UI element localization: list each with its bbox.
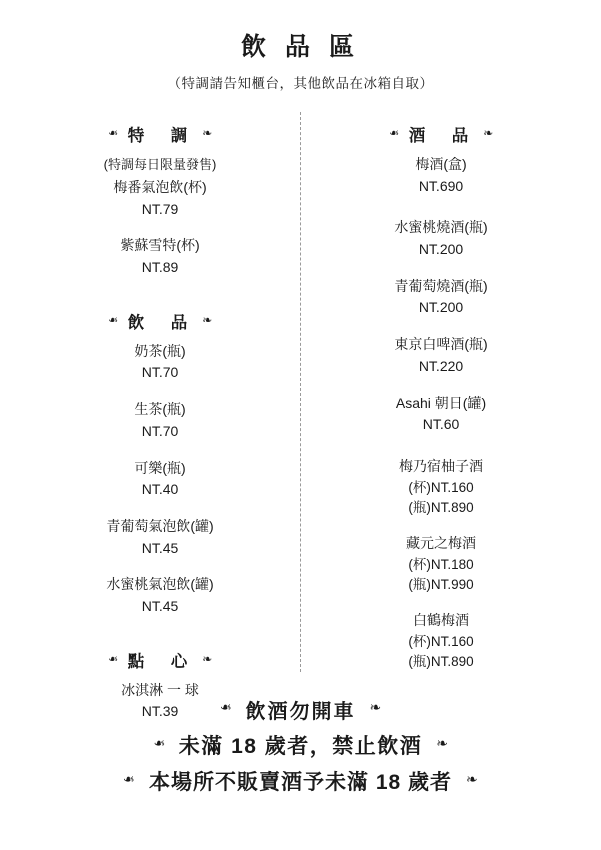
- flourish-icon: ❧: [107, 651, 118, 666]
- list-item: [20, 458, 300, 501]
- item-name: 白鶴梅酒: [413, 612, 469, 629]
- flourish-icon: ❧: [483, 126, 494, 140]
- section-title: 特 調: [127, 127, 193, 145]
- left-column: [20, 112, 300, 720]
- warning-line-2: [0, 730, 601, 760]
- item-name: 冰淇淋 一 球: [121, 681, 199, 698]
- flourish-icon: ❧: [107, 126, 118, 140]
- item-name: 水蜜桃氣泡飲(罐): [106, 576, 214, 593]
- item-name: 東京白啤酒(瓶): [394, 336, 488, 353]
- right-column: [301, 112, 581, 692]
- flourish-icon: ❧: [122, 770, 135, 787]
- item-price: (杯)NT.160: [408, 633, 474, 649]
- list-item: [20, 399, 300, 442]
- flourish-icon: ❧: [202, 126, 213, 140]
- section-title: 點 心: [127, 652, 193, 671]
- item-price: NT.200: [418, 241, 464, 258]
- list-item: [20, 177, 300, 220]
- item-name: Asahi 朝日(罐): [395, 394, 487, 411]
- item-price: NT.220: [418, 357, 464, 374]
- section-title: 酒 品: [408, 127, 474, 145]
- item-price: (杯)NT.180: [408, 556, 474, 572]
- list-item: [301, 334, 581, 377]
- item-name: 奶茶(瓶): [134, 342, 186, 359]
- item-name: 生茶(瓶): [134, 401, 186, 418]
- list-item: [301, 217, 581, 260]
- item-price: NT.40: [141, 481, 179, 498]
- item-price: NT.200: [418, 299, 464, 316]
- flourish-icon: ❧: [388, 126, 399, 140]
- list-item: [20, 235, 300, 278]
- section-header-dessert: [20, 648, 300, 672]
- section-title: 飲 品: [127, 313, 193, 332]
- item-name: 青葡萄氣泡飲(罐): [106, 517, 214, 534]
- flourish-icon: ❧: [466, 770, 479, 787]
- item-name: 梅乃宿柚子酒: [399, 457, 483, 474]
- warning-text: 未滿 18 歲者，禁止飲酒: [178, 735, 423, 758]
- item-price-secondary: (瓶)NT.990: [408, 577, 474, 592]
- item-price: NT.39: [141, 703, 179, 720]
- item-price: NT.45: [141, 539, 179, 556]
- item-name: 紫蘇雪特(杯): [120, 237, 200, 254]
- item-name: 水蜜桃燒酒(瓶): [394, 219, 488, 236]
- item-price: NT.45: [141, 597, 179, 614]
- flourish-icon: ❧: [202, 312, 213, 327]
- section-header-alcohol: [301, 122, 581, 146]
- item-name: 可樂(瓶): [134, 459, 186, 476]
- item-price: NT.70: [141, 422, 179, 439]
- item-price: (杯)NT.160: [408, 479, 474, 495]
- item-price-secondary: (瓶)NT.890: [408, 499, 474, 515]
- list-item: [301, 456, 581, 518]
- flourish-icon: ❧: [217, 699, 232, 715]
- item-price: NT.70: [141, 364, 179, 381]
- page-title: 飲 品 區: [241, 33, 360, 61]
- flourish-icon: ❧: [436, 734, 450, 751]
- section-header-drinks: [20, 309, 300, 333]
- item-price: NT.89: [141, 259, 179, 276]
- list-item: [301, 393, 581, 436]
- list-item: [20, 516, 300, 559]
- section-header-special: [20, 122, 300, 146]
- flourish-icon: ❧: [369, 699, 384, 715]
- item-price-secondary: (瓶)NT.890: [408, 654, 474, 670]
- flourish-icon: ❧: [202, 651, 213, 666]
- page-subtitle: （特調請告知櫃台，其他飲品在冰箱自取）: [167, 76, 434, 91]
- item-price: NT.690: [418, 177, 464, 194]
- warning-text: 飲酒勿開車: [245, 701, 356, 723]
- footer-warnings: [0, 689, 601, 802]
- item-price: NT.79: [141, 200, 179, 217]
- warning-line-1: [0, 695, 601, 724]
- item-price: NT.60: [422, 416, 460, 433]
- list-item: [301, 276, 581, 319]
- item-name: 藏元之梅酒: [406, 535, 476, 552]
- item-name: 青葡萄燒酒(瓶): [394, 277, 488, 294]
- item-name: 梅酒(盒): [415, 156, 467, 172]
- list-item: [301, 610, 581, 672]
- item-name: 梅番氣泡飲(杯): [113, 179, 207, 195]
- list-item: [301, 154, 581, 197]
- list-item: [20, 341, 300, 384]
- flourish-icon: ❧: [107, 312, 118, 327]
- warning-text: 本場所不販賣酒予未滿 18 歲者: [148, 771, 453, 794]
- section-note: (特調每日限量發售): [103, 157, 217, 172]
- list-item: [20, 574, 300, 617]
- list-item: [301, 533, 581, 595]
- warning-line-3: [0, 766, 601, 796]
- flourish-icon: ❧: [151, 734, 165, 751]
